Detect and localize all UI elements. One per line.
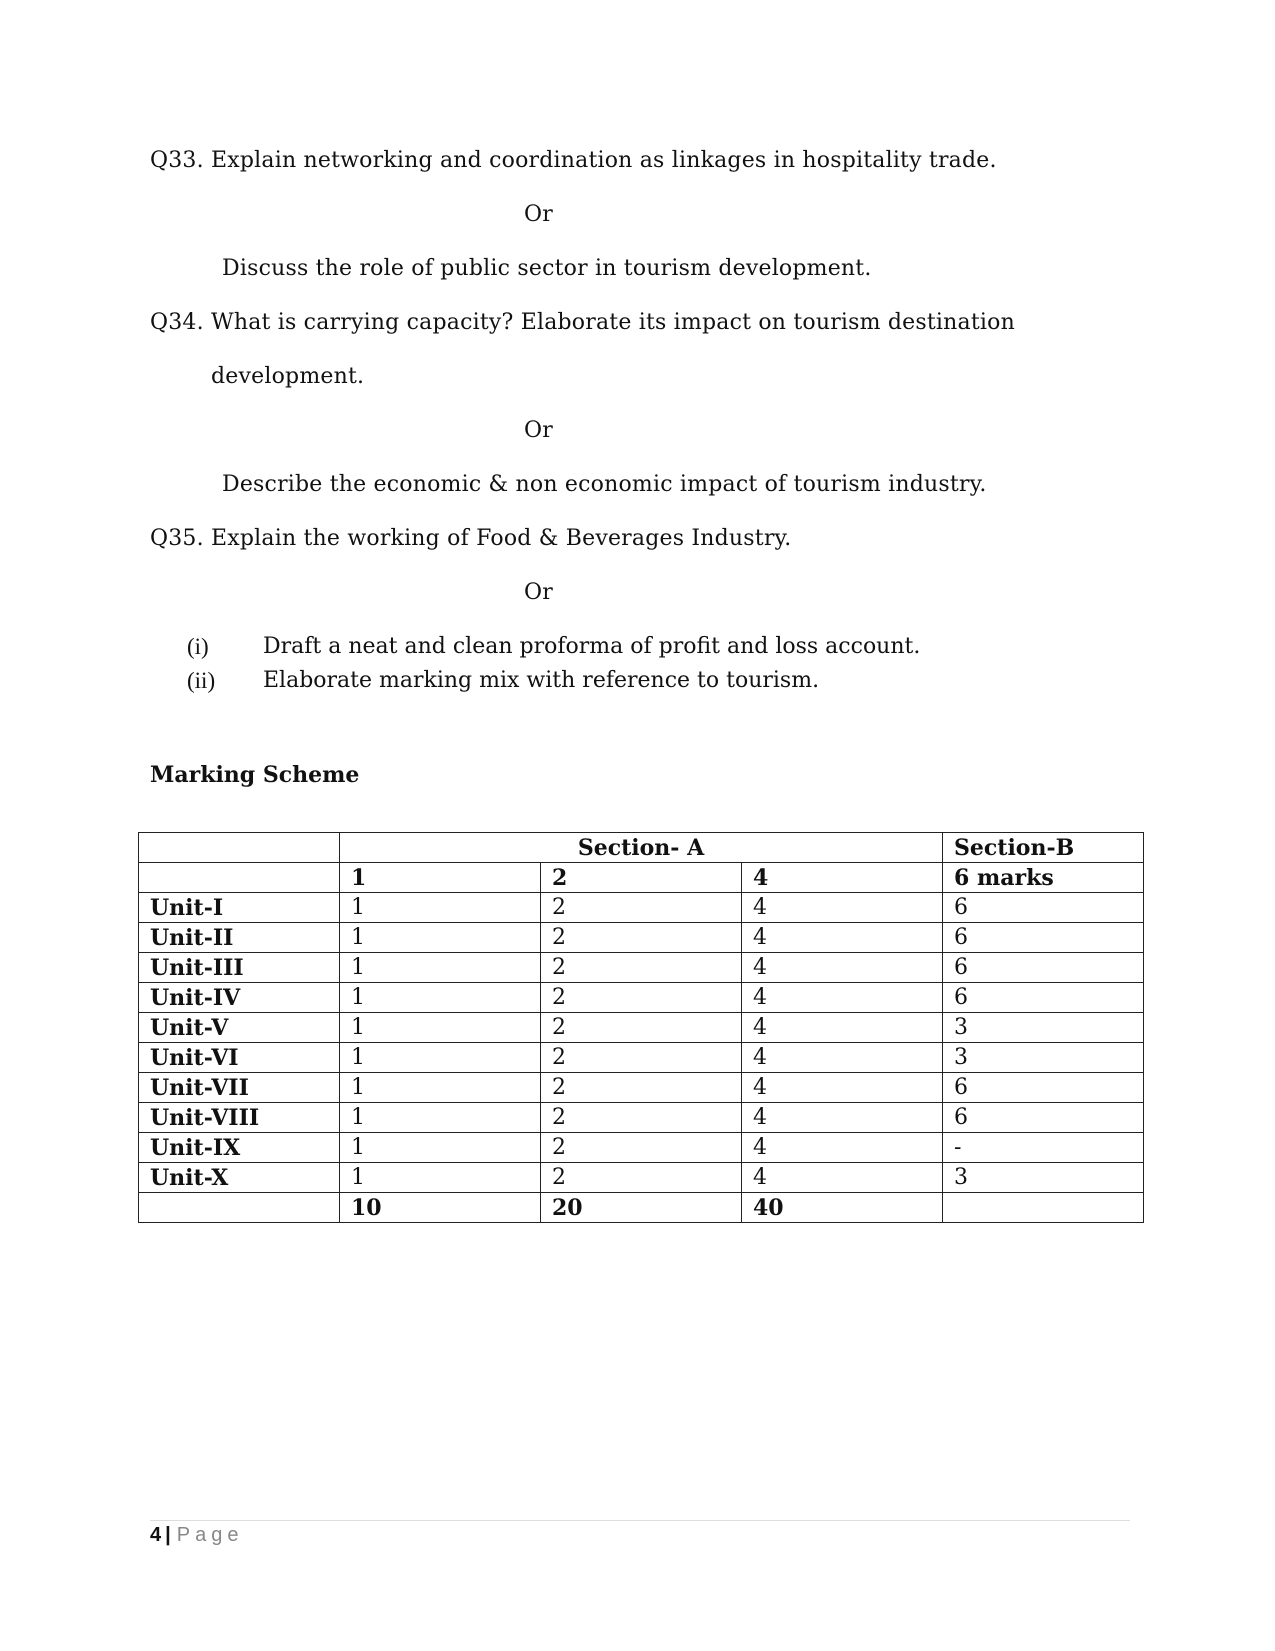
table-cell: 1 [340, 1073, 541, 1103]
question-35: Q35. Explain the working of Food & Beverages Industry. [150, 526, 792, 551]
marking-scheme-table [138, 832, 1144, 1223]
table-cell: 6 [943, 983, 1144, 1013]
table-totals-row [139, 1193, 1144, 1223]
unit-label: Unit-V [139, 1013, 340, 1043]
sub-item-text: Elaborate marking mix with reference to tourism. [263, 668, 820, 693]
table-cell: 6 [943, 1103, 1144, 1133]
sub-item-number: (ii) [187, 668, 216, 693]
table-cell: 4 [742, 1103, 943, 1133]
table-row [139, 1013, 1144, 1043]
table-row [139, 983, 1144, 1013]
table-row [139, 1133, 1144, 1163]
sub-item-text: Draft a neat and clean proforma of profit and loss account. [263, 634, 921, 659]
table-row [139, 893, 1144, 923]
table-cell: 1 [340, 1013, 541, 1043]
table-cell [139, 863, 340, 893]
table-cell: 1 [340, 893, 541, 923]
question-33-alternative: Discuss the role of public sector in tourism development. [222, 256, 872, 281]
question-34-line-1: Q34. What is carrying capacity? Elaborate its impact on tourism destination [150, 310, 1015, 335]
table-cell: 2 [541, 953, 742, 983]
table-cell: 1 [340, 1133, 541, 1163]
page-footer [150, 1524, 243, 1547]
total-cell: 40 [742, 1193, 943, 1223]
table-cell: 4 [742, 1073, 943, 1103]
table-cell: 2 [541, 983, 742, 1013]
unit-label: Unit-VIII [139, 1103, 340, 1133]
question-34-line-2: development. [211, 364, 365, 389]
table-row [139, 1043, 1144, 1073]
table-row [139, 923, 1144, 953]
total-cell: 20 [541, 1193, 742, 1223]
unit-label: Unit-VII [139, 1073, 340, 1103]
table-cell: 3 [943, 1043, 1144, 1073]
or-separator-2: Or [524, 418, 553, 443]
or-separator-1: Or [524, 202, 553, 227]
question-33: Q33. Explain networking and coordination as linkages in hospitality trade. [150, 148, 997, 173]
table-cell: 2 [541, 893, 742, 923]
table-row [139, 1073, 1144, 1103]
table-cell: 4 [742, 953, 943, 983]
table-row [139, 1103, 1144, 1133]
marking-scheme-heading: Marking Scheme [150, 762, 360, 788]
table-subheader-row [139, 863, 1144, 893]
footer-separator: | [165, 1524, 171, 1546]
unit-label: Unit-III [139, 953, 340, 983]
table-row [139, 1163, 1144, 1193]
table-cell: 1 [340, 1163, 541, 1193]
table-cell: 4 [742, 893, 943, 923]
table-cell: 2 [541, 1103, 742, 1133]
table-cell: 4 [742, 1013, 943, 1043]
sub-item-number: (i) [187, 634, 209, 659]
subheader-cell: 4 [742, 863, 943, 893]
table-cell: 2 [541, 1073, 742, 1103]
table-cell: 1 [340, 1103, 541, 1133]
unit-label: Unit-IV [139, 983, 340, 1013]
table-cell: 4 [742, 1043, 943, 1073]
table-cell: 1 [340, 953, 541, 983]
page-label: Page [176, 1524, 244, 1546]
table-cell: 6 [943, 893, 1144, 923]
unit-label: Unit-I [139, 893, 340, 923]
subheader-cell: 1 [340, 863, 541, 893]
table-cell [139, 833, 340, 863]
subheader-cell: 6 marks [943, 863, 1144, 893]
table-cell [139, 1193, 340, 1223]
unit-label: Unit-VI [139, 1043, 340, 1073]
table-cell: 2 [541, 923, 742, 953]
or-separator-3: Or [524, 580, 553, 605]
table-cell: 6 [943, 923, 1144, 953]
section-a-header: Section- A [340, 833, 943, 863]
table-cell: 2 [541, 1013, 742, 1043]
table-cell: 4 [742, 1163, 943, 1193]
table-cell: 6 [943, 953, 1144, 983]
section-b-header: Section-B [943, 833, 1144, 863]
table-cell: 1 [340, 983, 541, 1013]
unit-label: Unit-X [139, 1163, 340, 1193]
table-cell: - [943, 1133, 1144, 1163]
table-cell: 2 [541, 1163, 742, 1193]
table-cell: 3 [943, 1013, 1144, 1043]
table-cell: 3 [943, 1163, 1144, 1193]
table-cell: 2 [541, 1133, 742, 1163]
table-cell: 1 [340, 1043, 541, 1073]
footer-divider [150, 1520, 1130, 1521]
page-number: 4 [150, 1524, 162, 1546]
question-34-alternative: Describe the economic & non economic impact of tourism industry. [222, 472, 987, 497]
total-cell: 10 [340, 1193, 541, 1223]
total-cell [943, 1193, 1144, 1223]
unit-label: Unit-IX [139, 1133, 340, 1163]
table-row [139, 953, 1144, 983]
subheader-cell: 2 [541, 863, 742, 893]
table-header-row [139, 833, 1144, 863]
table-cell: 6 [943, 1073, 1144, 1103]
table-cell: 1 [340, 923, 541, 953]
table-cell: 4 [742, 1133, 943, 1163]
unit-label: Unit-II [139, 923, 340, 953]
table-cell: 4 [742, 923, 943, 953]
table-cell: 4 [742, 983, 943, 1013]
table-cell: 2 [541, 1043, 742, 1073]
